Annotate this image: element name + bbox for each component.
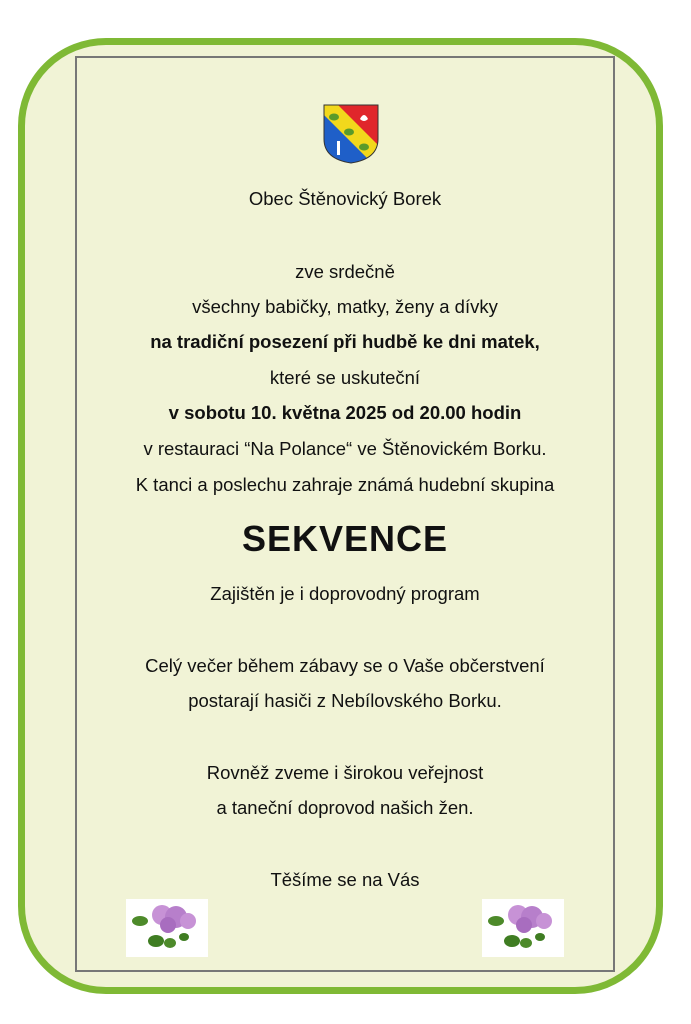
event-date: v sobotu 10. května 2025 od 20.00 hodin xyxy=(168,402,522,423)
lilac-flower-icon xyxy=(126,899,208,957)
invite-line: zve srdečně xyxy=(295,261,395,282)
refreshment-line: postarají hasiči z Nebílovského Borku. xyxy=(188,690,502,711)
poster-page xyxy=(75,56,615,972)
invite-line: všechny babičky, matky, ženy a dívky xyxy=(192,296,498,317)
invite-line: K tanci a poslechu zahraje známá hudební skupina xyxy=(135,474,555,495)
refreshment-line: Celý večer během zábavy se o Vaše občerstvení xyxy=(145,655,545,676)
program-note: Zajištěn je i doprovodný program xyxy=(210,583,480,604)
public-line: a taneční doprovod našich žen. xyxy=(216,797,474,818)
closing-line: Těšíme se na Vás xyxy=(270,869,420,890)
event-title: na tradiční posezení při hudbě ke dni matek, xyxy=(150,331,540,352)
municipality-name: Obec Štěnovický Borek xyxy=(248,188,442,209)
band-name: SEKVENCE xyxy=(241,518,449,559)
public-line: Rovněž zveme i širokou veřejnost xyxy=(206,762,484,783)
coat-of-arms-icon xyxy=(322,103,380,165)
lilac-flower-icon xyxy=(482,899,564,957)
event-venue: v restauraci “Na Polance“ ve Štěnovickém Borku. xyxy=(143,438,547,459)
invite-line: které se uskuteční xyxy=(269,367,421,388)
